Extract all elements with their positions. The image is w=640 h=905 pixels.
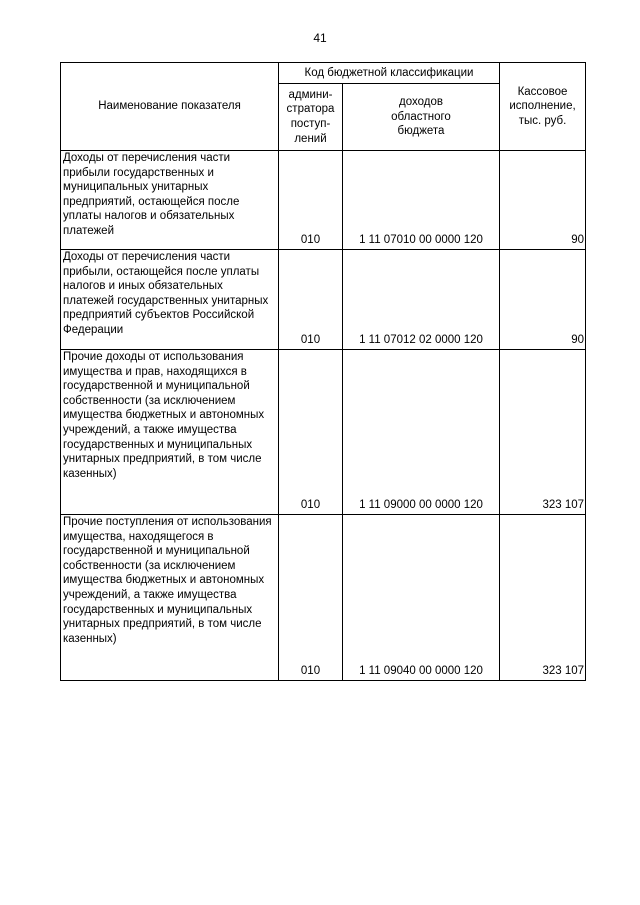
- row-name: Прочие поступления от использования имущества, находящегося в государственной и муниципальной собственности (за исключением имущества бюджетных и автономных учреждений, а также имущества государственных и муниципальных унитарных предприятий, в том числе казенных): [63, 516, 272, 645]
- header-admin: [279, 84, 343, 151]
- budget-table: [60, 62, 586, 681]
- row-name: Доходы от перечисления части прибыли государственных и муниципальных унитарных предприятий, остающейся после уплаты налогов и обязательных платежей: [63, 152, 240, 237]
- row-name-cell: [61, 515, 279, 681]
- table-row: [61, 515, 586, 681]
- row-amount: 323 107: [500, 350, 586, 515]
- header-code-group: Код бюджетной классификации: [279, 63, 500, 84]
- row-income: 1 11 07010 00 0000 120: [343, 151, 500, 250]
- header-admin-text: админи- стратора поступ- лений: [286, 88, 335, 145]
- header-income: [343, 84, 500, 151]
- row-name: Доходы от перечисления части прибыли, остающейся после уплаты налогов и иных обязательных платежей государственных унитарных предприятий субъектов Российской Федерации: [63, 251, 269, 336]
- table-row: [61, 151, 586, 250]
- row-amount: 90: [500, 250, 586, 350]
- row-admin: 010: [279, 350, 343, 515]
- page-number: 41: [313, 31, 327, 45]
- row-admin: 010: [279, 515, 343, 681]
- row-name-cell: [61, 151, 279, 250]
- row-name-cell: [61, 350, 279, 515]
- row-name: Прочие доходы от использования имущества и прав, находящихся в государственной и муниципальной собственности (за исключением имущества бюджетных и автономных учреждений, а также имущества государственных и муниципальных унитарных предприятий, в том числе казенных): [63, 351, 265, 480]
- header-income-text: доходов областного бюджета: [391, 96, 451, 138]
- row-income: 1 11 09040 00 0000 120: [343, 515, 500, 681]
- header-name: Наименование показателя: [61, 63, 279, 151]
- header-execution-text: Кассовое исполнение, тыс. руб.: [509, 85, 576, 127]
- row-amount: 323 107: [500, 515, 586, 681]
- header-execution: [500, 63, 586, 151]
- table-row: [61, 250, 586, 350]
- row-income: 1 11 07012 02 0000 120: [343, 250, 500, 350]
- row-admin: 010: [279, 250, 343, 350]
- row-admin: 010: [279, 151, 343, 250]
- header-row-top: [61, 63, 586, 84]
- row-amount: 90: [500, 151, 586, 250]
- table-row: [61, 350, 586, 515]
- row-name-cell: [61, 250, 279, 350]
- row-income: 1 11 09000 00 0000 120: [343, 350, 500, 515]
